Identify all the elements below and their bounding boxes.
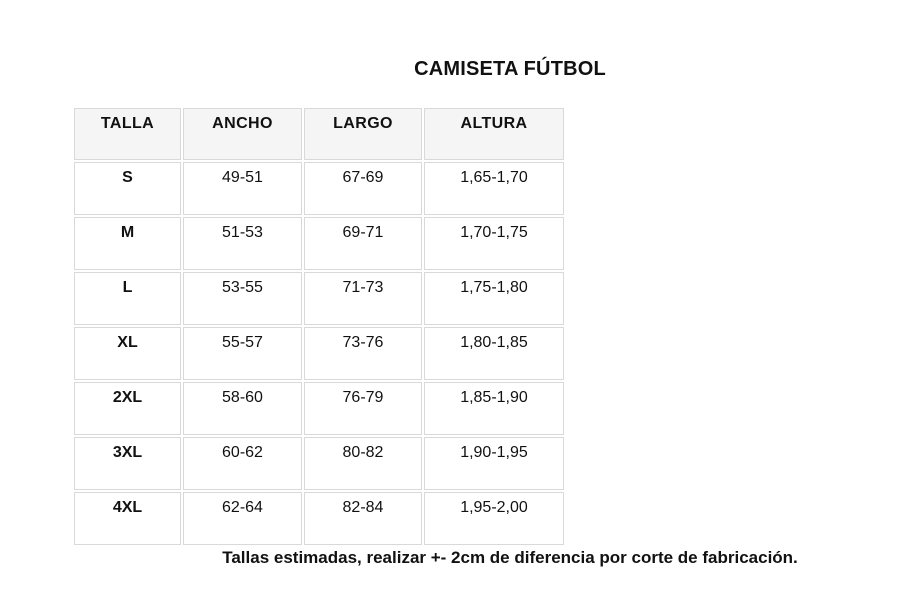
largo-cell: 69-71	[304, 217, 422, 270]
table-row-xl	[74, 327, 564, 380]
table-row-3xl	[74, 437, 564, 490]
page-title: CAMISETA FÚTBOL	[414, 58, 606, 80]
footer-note: Tallas estimadas, realizar +- 2cm de diferencia por corte de fabricación.	[222, 548, 798, 567]
altura-cell: 1,95-2,00	[424, 492, 564, 545]
table-row-l	[74, 272, 564, 325]
altura-cell: 1,90-1,95	[424, 437, 564, 490]
ancho-cell: 51-53	[183, 217, 302, 270]
size-cell: 3XL	[74, 437, 181, 490]
ancho-cell: 58-60	[183, 382, 302, 435]
size-cell: S	[74, 162, 181, 215]
ancho-cell: 62-64	[183, 492, 302, 545]
size-cell: 2XL	[74, 382, 181, 435]
ancho-cell: 49-51	[183, 162, 302, 215]
size-table-container	[72, 106, 566, 547]
largo-cell: 67-69	[304, 162, 422, 215]
table-row-4xl	[74, 492, 564, 545]
altura-cell: 1,80-1,85	[424, 327, 564, 380]
table-row-2xl	[74, 382, 564, 435]
table-row-m	[74, 217, 564, 270]
size-cell: 4XL	[74, 492, 181, 545]
altura-cell: 1,85-1,90	[424, 382, 564, 435]
ancho-cell: 55-57	[183, 327, 302, 380]
altura-cell: 1,65-1,70	[424, 162, 564, 215]
altura-cell: 1,75-1,80	[424, 272, 564, 325]
table-header-row	[74, 108, 564, 160]
column-header-largo: LARGO	[304, 108, 422, 160]
ancho-cell: 60-62	[183, 437, 302, 490]
largo-cell: 76-79	[304, 382, 422, 435]
column-header-altura: ALTURA	[424, 108, 564, 160]
largo-cell: 73-76	[304, 327, 422, 380]
ancho-cell: 53-55	[183, 272, 302, 325]
size-cell: XL	[74, 327, 181, 380]
size-cell: M	[74, 217, 181, 270]
size-cell: L	[74, 272, 181, 325]
largo-cell: 82-84	[304, 492, 422, 545]
size-table	[72, 106, 566, 547]
largo-cell: 71-73	[304, 272, 422, 325]
column-header-talla: TALLA	[74, 108, 181, 160]
largo-cell: 80-82	[304, 437, 422, 490]
altura-cell: 1,70-1,75	[424, 217, 564, 270]
column-header-ancho: ANCHO	[183, 108, 302, 160]
table-row-s	[74, 162, 564, 215]
